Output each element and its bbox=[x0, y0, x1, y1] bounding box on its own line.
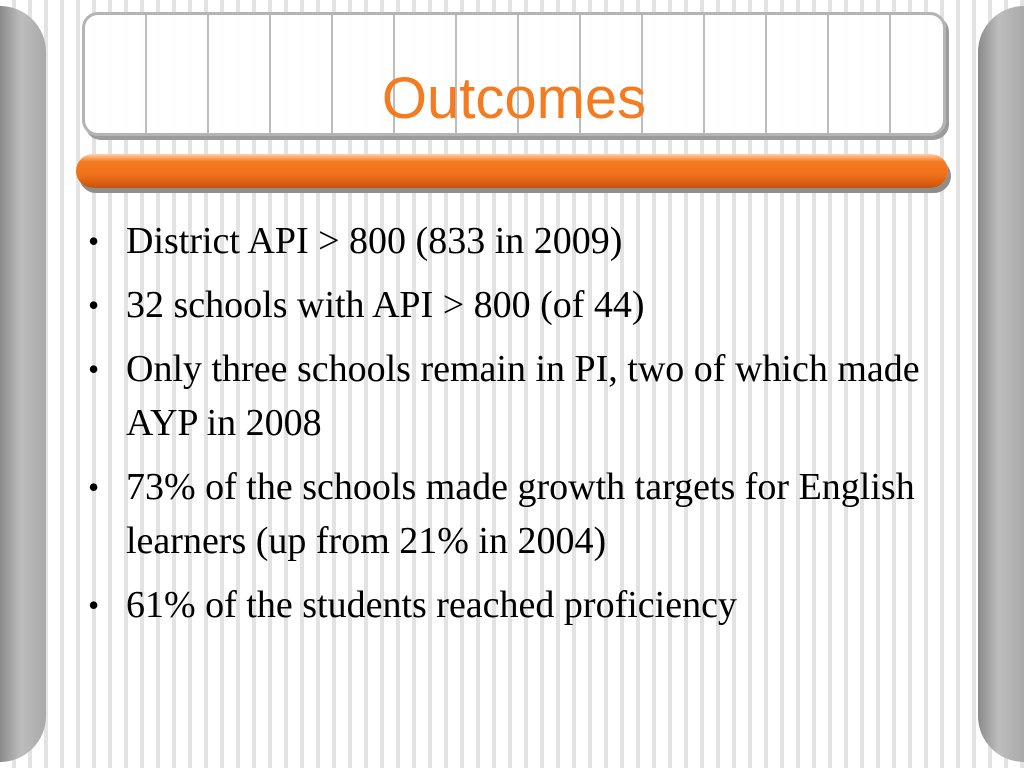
bullet-item bbox=[88, 342, 948, 450]
bullet-text: 61% of the students reached proficiency bbox=[126, 584, 737, 626]
bullet-dot-icon: • bbox=[88, 287, 100, 323]
bullet-item bbox=[88, 278, 948, 332]
bullet-text: 32 schools with API > 800 (of 44) bbox=[126, 284, 645, 326]
bullet-dot-icon: • bbox=[88, 469, 100, 505]
bullet-dot-icon: • bbox=[88, 223, 100, 259]
bullet-dot-icon: • bbox=[88, 587, 100, 623]
title-box bbox=[82, 12, 946, 136]
left-decorative-bar bbox=[0, 6, 46, 762]
orange-accent-bar bbox=[76, 154, 948, 188]
bullet-text: District API > 800 (833 in 2009) bbox=[126, 220, 623, 262]
bullet-item bbox=[88, 460, 948, 568]
bullet-dot-icon: • bbox=[88, 351, 100, 387]
right-decorative-bar bbox=[978, 6, 1024, 762]
bullet-item bbox=[88, 578, 948, 632]
slide-title: Outcomes bbox=[381, 66, 647, 131]
bullet-list bbox=[88, 214, 948, 642]
bullet-text: 73% of the schools made growth targets for English learners (up from 21% in 2004) bbox=[126, 466, 915, 562]
bullet-item bbox=[88, 214, 948, 268]
bullet-text: Only three schools remain in PI, two of which made AYP in 2008 bbox=[126, 348, 920, 444]
